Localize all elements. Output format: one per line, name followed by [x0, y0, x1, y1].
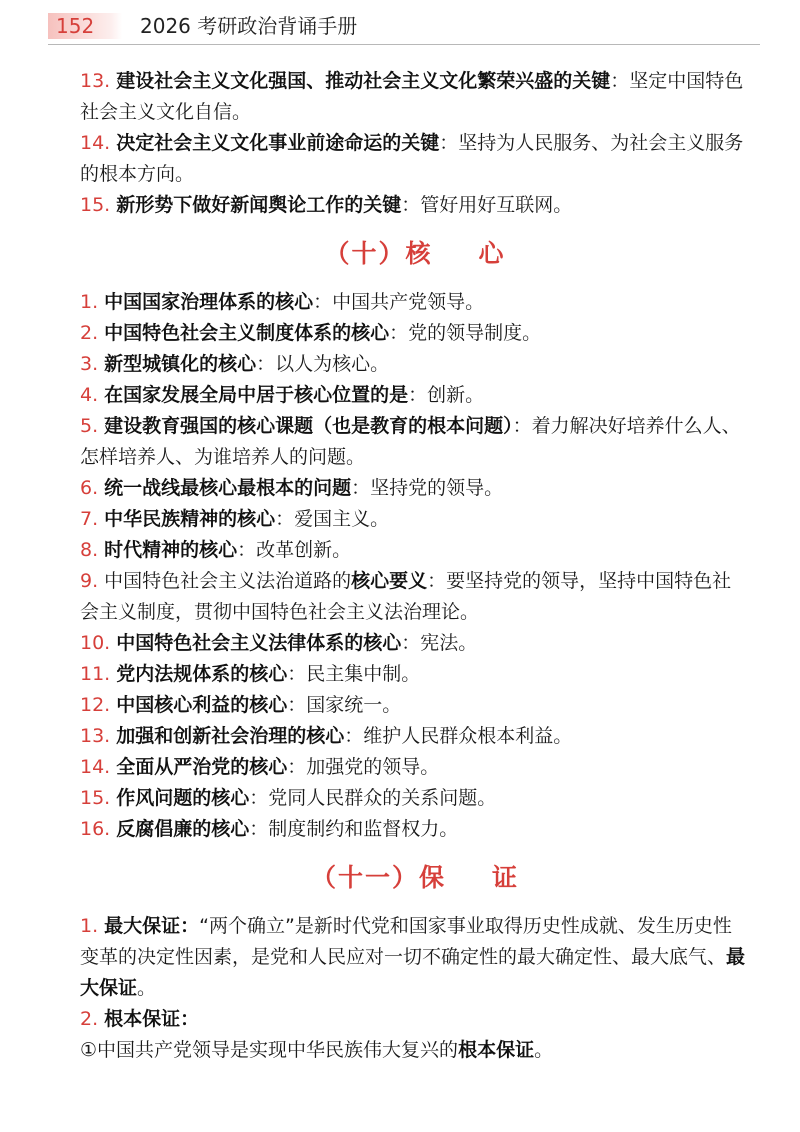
list-item [80, 287, 750, 318]
list-item [80, 535, 750, 566]
item-text: ：加强党的领导。 [287, 756, 440, 778]
item-number: 3. [80, 353, 99, 375]
section-title-guarantee [80, 859, 750, 897]
circled-marker: ① [80, 1039, 98, 1061]
item-term: 根本保证 [458, 1039, 535, 1061]
item-number: 16. [80, 818, 111, 840]
section-title-suffix: 证 [492, 863, 520, 892]
list-item [80, 473, 750, 504]
item-number: 12. [80, 694, 111, 716]
item-text: ：要坚持党的领导，坚持中国特色社会主义制度，贯彻中国特色社会主义法治理论。 [80, 570, 732, 623]
item-number: 15. [80, 787, 111, 809]
item-text: ：制度制约和监督权力。 [249, 818, 459, 840]
item-text: “两个确立”是新时代党和国家事业取得历史性成就、发生历史性变革的决定性因素，是党和人民应对一切不确定性的最大确定性、最大底气、 [80, 915, 732, 968]
item-text-end: 。 [137, 977, 157, 999]
item-text: ：宪法。 [401, 632, 478, 654]
page-number: 152 [48, 13, 122, 39]
item-term: 新型城镇化的核心 [104, 353, 257, 375]
item-number: 15. [80, 194, 111, 216]
list-item [80, 1004, 750, 1035]
item-text: ：着力解决好培养什么人、怎样培养人、为谁培养人的问题。 [80, 415, 741, 468]
list-item [80, 318, 750, 349]
item-text: ：国家统一。 [287, 694, 402, 716]
item-term: 建设社会主义文化强国、推动社会主义文化繁荣兴盛的关键 [116, 70, 611, 92]
item-number: 10. [80, 632, 111, 654]
list-item [80, 566, 750, 628]
item-text: ：坚持为人民服务、为社会主义服务的根本方向。 [80, 132, 744, 185]
item-text: ：党同人民群众的关系问题。 [249, 787, 497, 809]
item-term-end: 最大保证 [80, 946, 746, 999]
list-item [80, 721, 750, 752]
item-text: ：以人为核心。 [256, 353, 390, 375]
list-item [80, 190, 750, 221]
item-term: 决定社会主义文化事业前途命运的关键 [116, 132, 440, 154]
item-term: 核心要义 [351, 570, 428, 592]
item-text: ：创新。 [408, 384, 485, 406]
item-number: 2. [80, 322, 99, 344]
item-term: 中国特色社会主义制度体系的核心 [104, 322, 390, 344]
item-term: 新形势下做好新闻舆论工作的关键 [116, 194, 402, 216]
item-term: 统一战线最核心最根本的问题 [104, 477, 352, 499]
item-number: 5. [80, 415, 99, 437]
item-text-prefix: 中国特色社会主义法治道路的 [104, 570, 352, 592]
item-term: 加强和创新社会治理的核心 [116, 725, 345, 747]
list-item [80, 380, 750, 411]
list-item [80, 911, 750, 1004]
item-number: 13. [80, 725, 111, 747]
page-header [0, 10, 800, 42]
item-text: ：民主集中制。 [287, 663, 421, 685]
item-text: ：中国共产党领导。 [313, 291, 485, 313]
item-number: 6. [80, 477, 99, 499]
item-number: 14. [80, 132, 111, 154]
item-number: 11. [80, 663, 111, 685]
item-number: 9. [80, 570, 99, 592]
item-text: ：管好用好互联网。 [401, 194, 573, 216]
list-item [80, 504, 750, 535]
item-term: 在国家发展全局中居于核心位置的是 [104, 384, 409, 406]
item-text: ：坚定中国特色社会主义文化自信。 [80, 70, 744, 123]
item-term: 全面从严治党的核心 [116, 756, 288, 778]
item-term: 党内法规体系的核心 [116, 663, 288, 685]
book-title: 2026 考研政治背诵手册 [140, 14, 358, 38]
list-item [80, 66, 750, 128]
item-text: ：爱国主义。 [275, 508, 390, 530]
list-item [80, 690, 750, 721]
item-term: 中华民族精神的核心 [104, 508, 276, 530]
item-text: 中国共产党领导是实现中华民族伟大复兴的 [97, 1039, 459, 1061]
item-text: ：坚持党的领导。 [351, 477, 504, 499]
item-term: 中国国家治理体系的核心 [104, 291, 314, 313]
item-text: ：党的领导制度。 [389, 322, 542, 344]
item-number: 7. [80, 508, 99, 530]
list-item [80, 411, 750, 473]
item-term: 根本保证： [104, 1008, 200, 1030]
list-item [80, 783, 750, 814]
item-term: 中国核心利益的核心 [116, 694, 288, 716]
item-term: 中国特色社会主义法律体系的核心 [116, 632, 402, 654]
item-term: 建设教育强国的核心课题（也是教育的根本问题） [104, 415, 513, 437]
item-term: 作风问题的核心 [116, 787, 250, 809]
list-item [80, 659, 750, 690]
list-item [80, 628, 750, 659]
list-item [80, 128, 750, 190]
item-number: 14. [80, 756, 111, 778]
section-title-prefix: （十）核 [324, 239, 433, 268]
list-item [80, 814, 750, 845]
item-term: 反腐倡廉的核心 [116, 818, 250, 840]
item-term: 时代精神的核心 [104, 539, 238, 561]
item-text: ：改革创新。 [237, 539, 352, 561]
section-title-prefix: （十一）保 [310, 863, 446, 892]
list-item [80, 1035, 750, 1066]
section-title-suffix: 心 [478, 239, 506, 268]
item-text-end: 。 [534, 1039, 554, 1061]
header-divider [48, 44, 760, 45]
item-text: ：维护人民群众根本利益。 [344, 725, 573, 747]
item-term: 最大保证： [104, 915, 200, 937]
section-title-core [80, 235, 750, 273]
item-number: 1. [80, 915, 99, 937]
item-number: 2. [80, 1008, 99, 1030]
item-number: 1. [80, 291, 99, 313]
item-number: 8. [80, 539, 99, 561]
list-item [80, 349, 750, 380]
page-content [80, 66, 750, 1066]
item-number: 13. [80, 70, 111, 92]
list-item [80, 752, 750, 783]
item-number: 4. [80, 384, 99, 406]
